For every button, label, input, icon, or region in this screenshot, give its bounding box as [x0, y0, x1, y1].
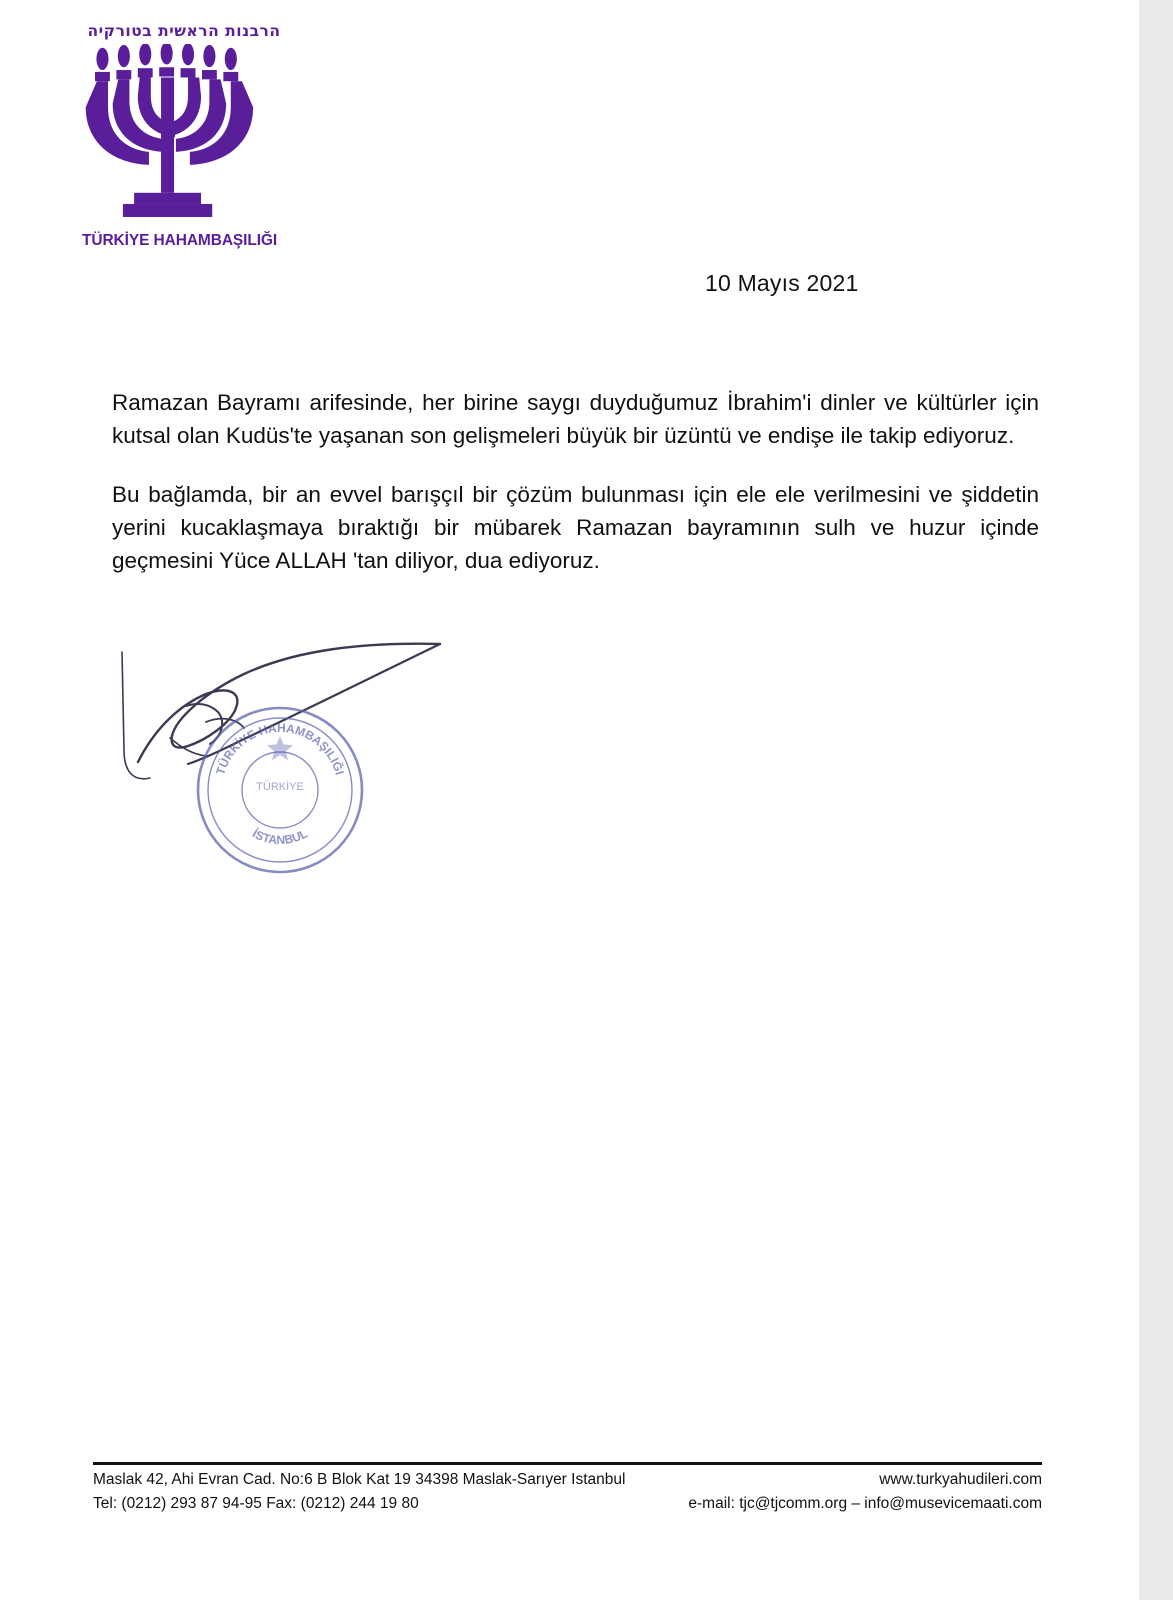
round-official-stamp-icon: [180, 690, 380, 890]
page-background-gutter: [1139, 0, 1173, 1600]
svg-text:TÜRKİYE: TÜRKİYE: [256, 781, 304, 793]
hebrew-organization-name: הרבנות הראשית בטורקיה: [87, 22, 281, 40]
footer: [93, 1468, 1042, 1516]
letterhead: [82, 22, 282, 250]
footer-phone: Tel: (0212) 293 87 94-95 Fax: (0212) 244 19 80: [93, 1495, 419, 1512]
document-date: 10 Mayıs 2021: [705, 270, 859, 296]
footer-website[interactable]: www.turkyahudileri.com: [879, 1471, 1042, 1488]
signature-block: [110, 630, 510, 890]
footer-address: Maslak 42, Ahi Evran Cad. No:6 B Blok Kat 19 34398 Maslak-Sarıyer Istanbul: [93, 1471, 626, 1488]
letter-body: [112, 386, 1039, 577]
paragraph-1: Ramazan Bayramı arifesinde, her birine saygı duyduğumuz İbrahim'i dinler ve kültürler için kutsal olan Kudüs'te yaşanan son gelişmeleri büyük bir üzüntü ve endişe ile takip ediyoruz.: [112, 390, 1039, 448]
svg-text:İSTANBUL: İSTANBUL: [250, 826, 310, 848]
footer-divider: [93, 1462, 1042, 1465]
menorah-icon: [82, 44, 268, 230]
organization-name: TÜRKİYE HAHAMBAŞILIĞI: [82, 232, 278, 249]
svg-text:TÜRKİYE HAHAMBAŞILIĞI: TÜRKİYE HAHAMBAŞILIĞI: [213, 720, 347, 777]
paragraph-2: Bu bağlamda, bir an evvel barışçıl bir çözüm bulunması için ele ele verilmesini ve şiddetin yerini kucaklaşmaya bıraktığı bir mübarek Ramazan bayramının sulh ve huzur içinde geçmesini Yüce ALLAH 'tan diliyor, dua ediyoruz.: [112, 482, 1039, 573]
footer-email[interactable]: e-mail: tjc@tjcomm.org – info@musevicemaati.com: [688, 1495, 1042, 1512]
